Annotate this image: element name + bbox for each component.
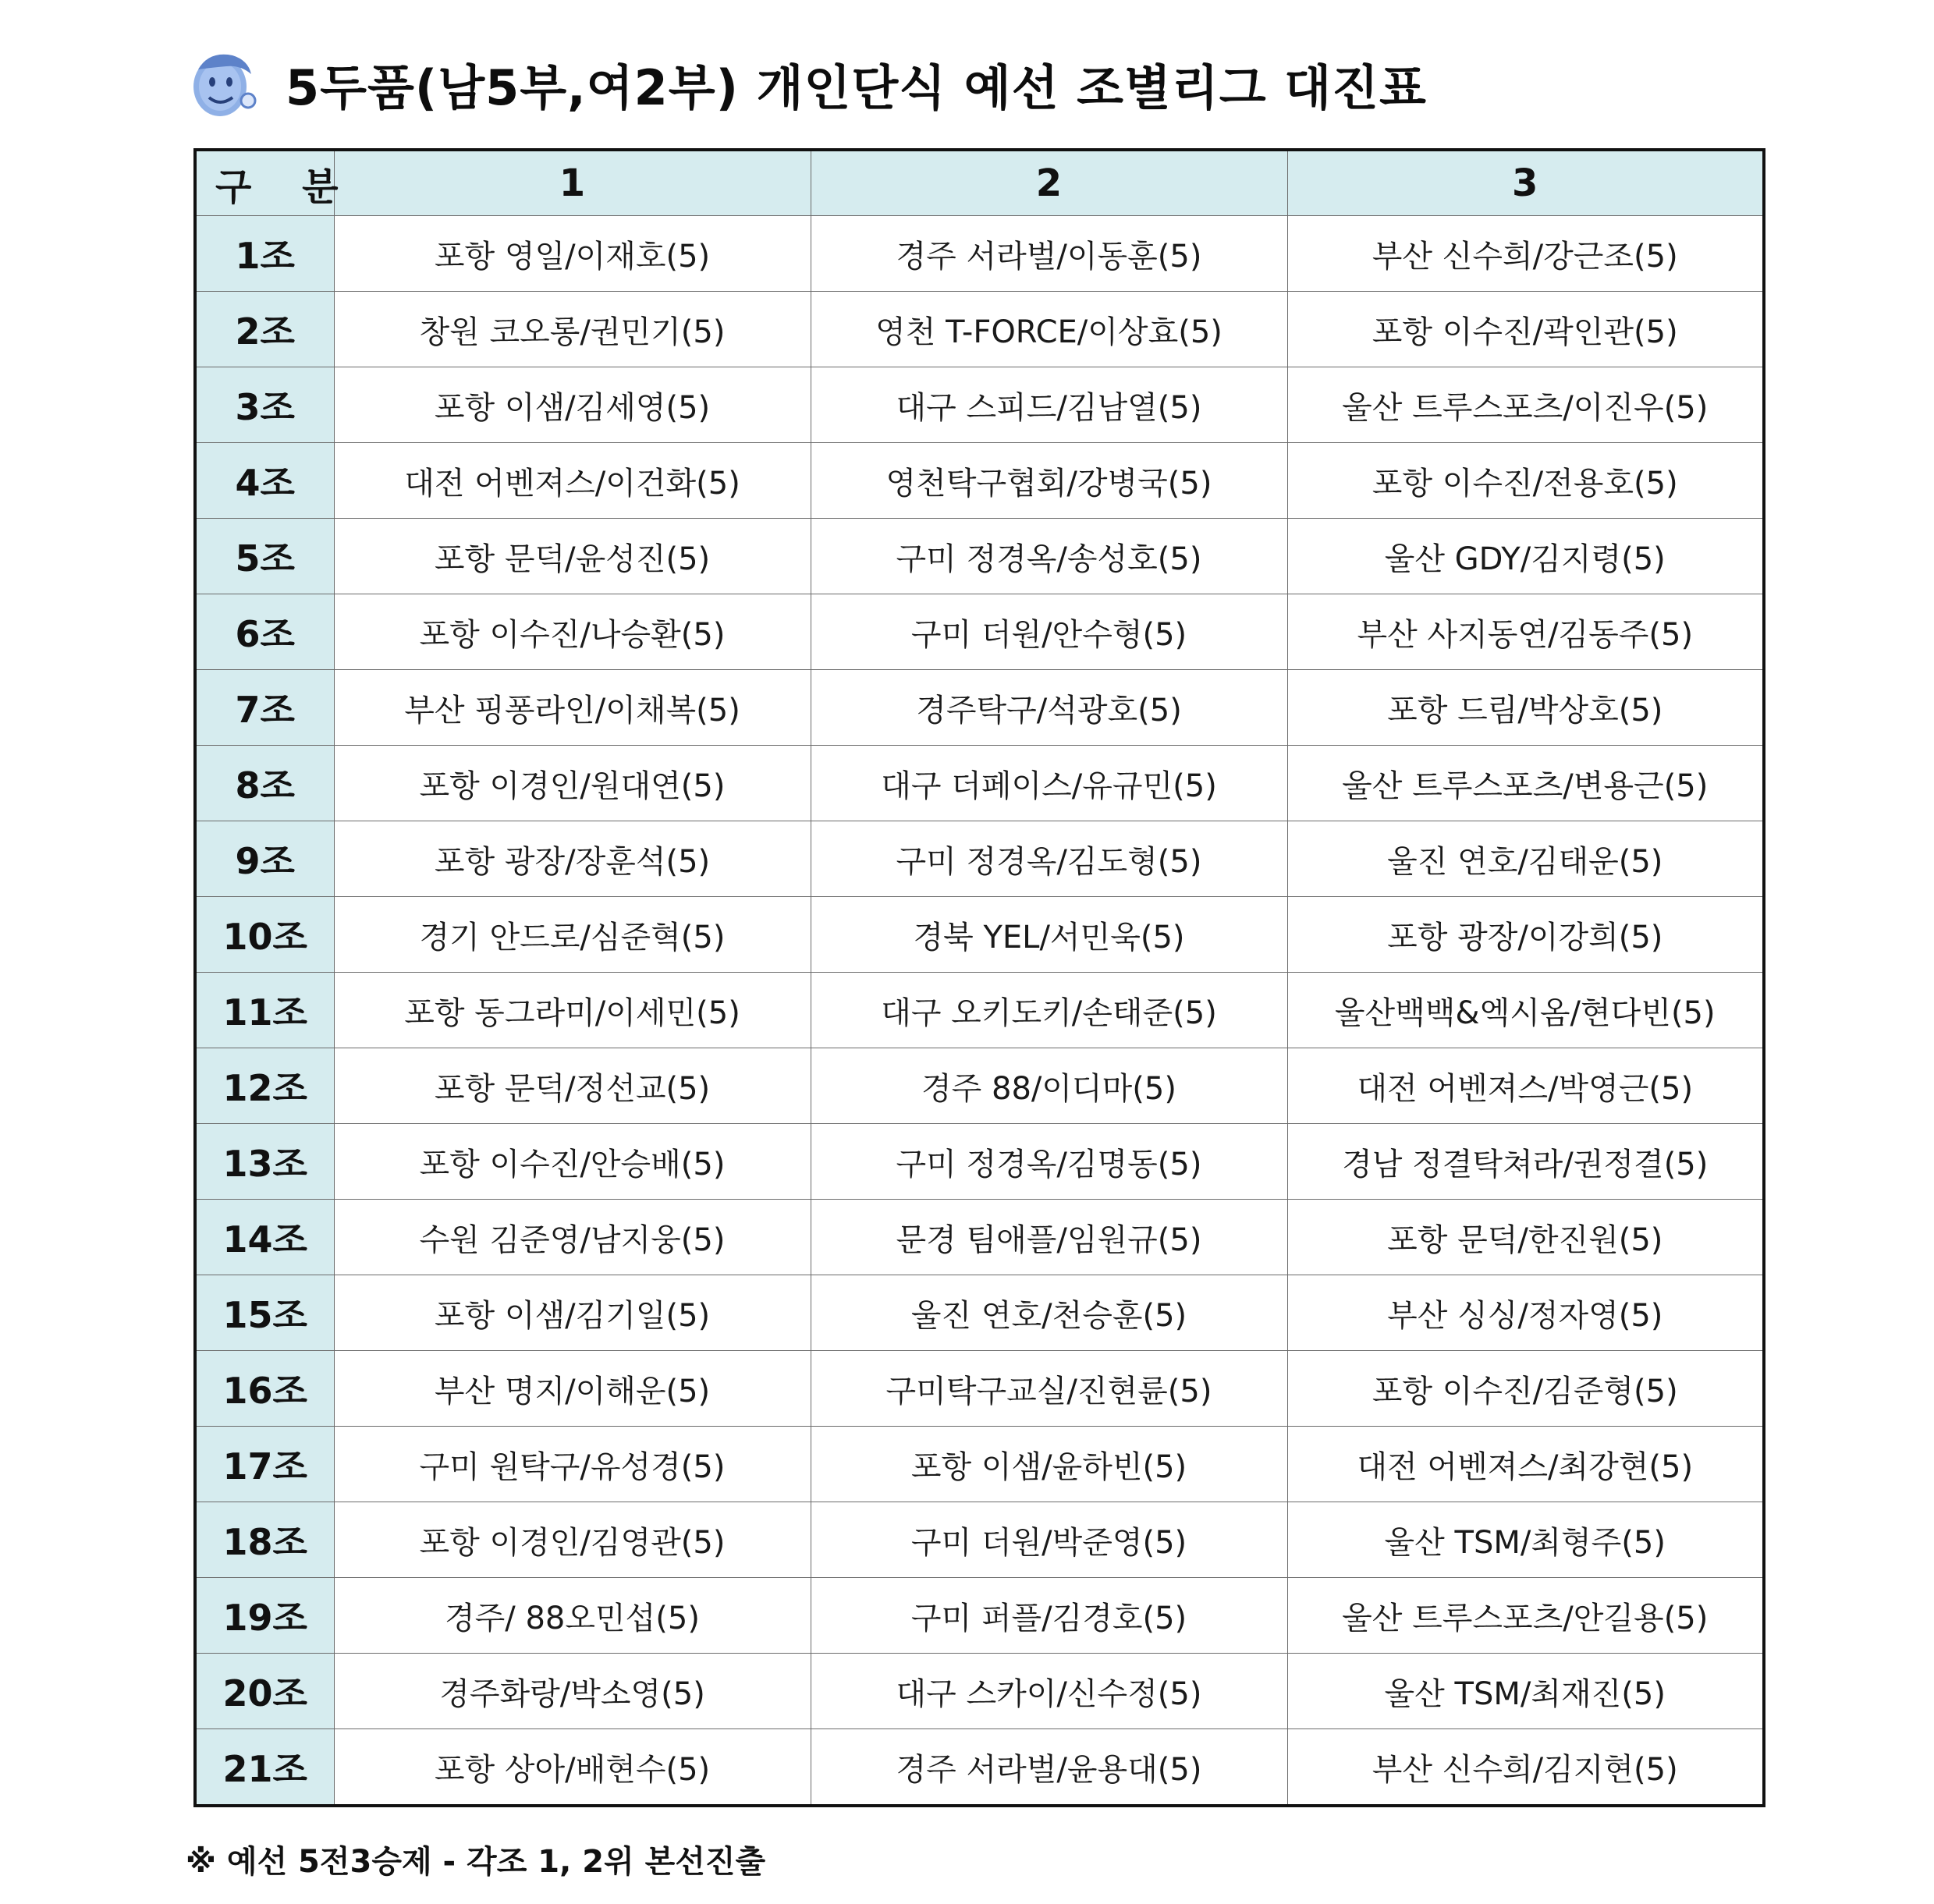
column-header-division: 구 분	[195, 150, 334, 216]
player-cell: 포항 이샘/윤하빈(5)	[811, 1427, 1287, 1502]
player-cell: 구미 정경옥/김명동(5)	[811, 1124, 1287, 1200]
player-cell: 구미 더원/안수형(5)	[811, 594, 1287, 670]
group-label: 8조	[195, 746, 334, 821]
player-cell: 포항 이수진/전용호(5)	[1287, 443, 1764, 519]
player-cell: 구미 원탁구/유성경(5)	[334, 1427, 811, 1502]
group-label: 6조	[195, 594, 334, 670]
footer-note: ※ 예선 5전3승제 - 각조 1, 2위 본선진출	[186, 1844, 766, 1880]
player-cell: 울산 트루스포츠/이진우(5)	[1287, 367, 1764, 443]
group-label: 17조	[195, 1427, 334, 1502]
table-row	[195, 973, 1764, 1048]
player-cell: 포항 이경인/김영관(5)	[334, 1502, 811, 1578]
bracket-table	[193, 148, 1765, 1807]
player-cell: 부산 신수희/김지현(5)	[1287, 1729, 1764, 1806]
player-cell: 포항 영일/이재호(5)	[334, 216, 811, 292]
player-cell: 포항 광장/장훈석(5)	[334, 821, 811, 897]
table-row	[195, 897, 1764, 973]
player-cell: 포항 이경인/원대연(5)	[334, 746, 811, 821]
player-cell: 울산 TSM/최형주(5)	[1287, 1502, 1764, 1578]
group-label: 20조	[195, 1654, 334, 1729]
player-cell: 구미 정경옥/송성호(5)	[811, 519, 1287, 594]
player-cell: 포항 이샘/김기일(5)	[334, 1275, 811, 1351]
player-cell: 포항 광장/이강희(5)	[1287, 897, 1764, 973]
player-cell: 포항 상아/배현수(5)	[334, 1729, 811, 1806]
player-cell: 포항 문덕/한진원(5)	[1287, 1200, 1764, 1275]
table-row	[195, 1275, 1764, 1351]
player-cell: 경북 YEL/서민욱(5)	[811, 897, 1287, 973]
player-cell: 울산 트루스포츠/변용근(5)	[1287, 746, 1764, 821]
group-label: 15조	[195, 1275, 334, 1351]
player-cell: 포항 동그라미/이세민(5)	[334, 973, 811, 1048]
player-cell: 포항 드림/박상호(5)	[1287, 670, 1764, 746]
table-row	[195, 594, 1764, 670]
player-cell: 경주 서라벌/윤용대(5)	[811, 1729, 1287, 1806]
player-cell: 대전 어벤져스/박영근(5)	[1287, 1048, 1764, 1124]
player-cell: 포항 이수진/안승배(5)	[334, 1124, 811, 1200]
table-row	[195, 821, 1764, 897]
player-cell: 대구 더페이스/유규민(5)	[811, 746, 1287, 821]
group-label: 12조	[195, 1048, 334, 1124]
player-cell: 부산 명지/이해운(5)	[334, 1351, 811, 1427]
table-row	[195, 1729, 1764, 1806]
player-cell: 부산 사지동연/김동주(5)	[1287, 594, 1764, 670]
table-row	[195, 443, 1764, 519]
group-label: 5조	[195, 519, 334, 594]
player-cell: 부산 신수희/강근조(5)	[1287, 216, 1764, 292]
table-row	[195, 292, 1764, 367]
page-title: 5두품(남5부,여2부) 개인단식 예선 조별리그 대진표	[286, 59, 1427, 116]
column-header-slot-3: 3	[1287, 150, 1764, 216]
player-cell: 경주 서라벌/이동훈(5)	[811, 216, 1287, 292]
player-cell: 구미 정경옥/김도형(5)	[811, 821, 1287, 897]
player-cell: 대전 어벤져스/최강현(5)	[1287, 1427, 1764, 1502]
player-cell: 경주 88/이디마(5)	[811, 1048, 1287, 1124]
player-cell: 포항 이샘/김세영(5)	[334, 367, 811, 443]
group-label: 18조	[195, 1502, 334, 1578]
player-cell: 창원 코오롱/권민기(5)	[334, 292, 811, 367]
player-cell: 영천탁구협회/강병국(5)	[811, 443, 1287, 519]
column-header-slot-1: 1	[334, 150, 811, 216]
player-cell: 대구 오키도키/손태준(5)	[811, 973, 1287, 1048]
player-cell: 울진 연호/김태운(5)	[1287, 821, 1764, 897]
player-cell: 구미탁구교실/진현륜(5)	[811, 1351, 1287, 1427]
player-cell: 포항 이수진/곽인관(5)	[1287, 292, 1764, 367]
player-cell: 대구 스카이/신수정(5)	[811, 1654, 1287, 1729]
group-label: 10조	[195, 897, 334, 973]
player-cell: 경주화랑/박소영(5)	[334, 1654, 811, 1729]
table-row	[195, 1427, 1764, 1502]
group-label: 7조	[195, 670, 334, 746]
group-label: 3조	[195, 367, 334, 443]
player-cell: 영천 T-FORCE/이상효(5)	[811, 292, 1287, 367]
player-cell: 문경 팀애플/임원규(5)	[811, 1200, 1287, 1275]
table-row	[195, 670, 1764, 746]
group-label: 16조	[195, 1351, 334, 1427]
player-cell: 경주/ 88오민섭(5)	[334, 1578, 811, 1654]
player-cell: 울산 트루스포츠/안길용(5)	[1287, 1578, 1764, 1654]
player-cell: 대전 어벤져스/이건화(5)	[334, 443, 811, 519]
group-label: 13조	[195, 1124, 334, 1200]
player-cell: 포항 문덕/정선교(5)	[334, 1048, 811, 1124]
column-header-slot-2: 2	[811, 150, 1287, 216]
table-row	[195, 1200, 1764, 1275]
table-row	[195, 1351, 1764, 1427]
player-cell: 부산 싱싱/정자영(5)	[1287, 1275, 1764, 1351]
header-row	[195, 150, 1764, 216]
player-cell: 수원 김준영/남지웅(5)	[334, 1200, 811, 1275]
player-cell: 경주탁구/석광호(5)	[811, 670, 1287, 746]
table-row	[195, 746, 1764, 821]
player-cell: 포항 이수진/나승환(5)	[334, 594, 811, 670]
group-label: 11조	[195, 973, 334, 1048]
player-cell: 구미 퍼플/김경호(5)	[811, 1578, 1287, 1654]
table-row	[195, 216, 1764, 292]
player-cell: 울산 TSM/최재진(5)	[1287, 1654, 1764, 1729]
group-label: 4조	[195, 443, 334, 519]
player-cell: 경기 안드로/심준혁(5)	[334, 897, 811, 973]
player-cell: 대구 스피드/김남열(5)	[811, 367, 1287, 443]
group-label: 19조	[195, 1578, 334, 1654]
player-cell: 울산백백&엑시옴/현다빈(5)	[1287, 973, 1764, 1048]
table-row	[195, 1502, 1764, 1578]
player-cell: 울진 연호/천승훈(5)	[811, 1275, 1287, 1351]
player-cell: 구미 더원/박준영(5)	[811, 1502, 1287, 1578]
player-cell: 부산 핑퐁라인/이채복(5)	[334, 670, 811, 746]
group-label: 14조	[195, 1200, 334, 1275]
group-label: 9조	[195, 821, 334, 897]
table-tennis-mascot-icon	[186, 46, 257, 121]
player-cell: 울산 GDY/김지령(5)	[1287, 519, 1764, 594]
table-row	[195, 519, 1764, 594]
title-row	[186, 41, 1427, 126]
player-cell: 포항 이수진/김준형(5)	[1287, 1351, 1764, 1427]
player-cell: 경남 정결탁쳐라/권정결(5)	[1287, 1124, 1764, 1200]
table-row	[195, 367, 1764, 443]
table-row	[195, 1578, 1764, 1654]
table-row	[195, 1048, 1764, 1124]
table-row	[195, 1124, 1764, 1200]
player-cell: 포항 문덕/윤성진(5)	[334, 519, 811, 594]
group-label: 2조	[195, 292, 334, 367]
group-label: 1조	[195, 216, 334, 292]
group-label: 21조	[195, 1729, 334, 1806]
table-row	[195, 1654, 1764, 1729]
